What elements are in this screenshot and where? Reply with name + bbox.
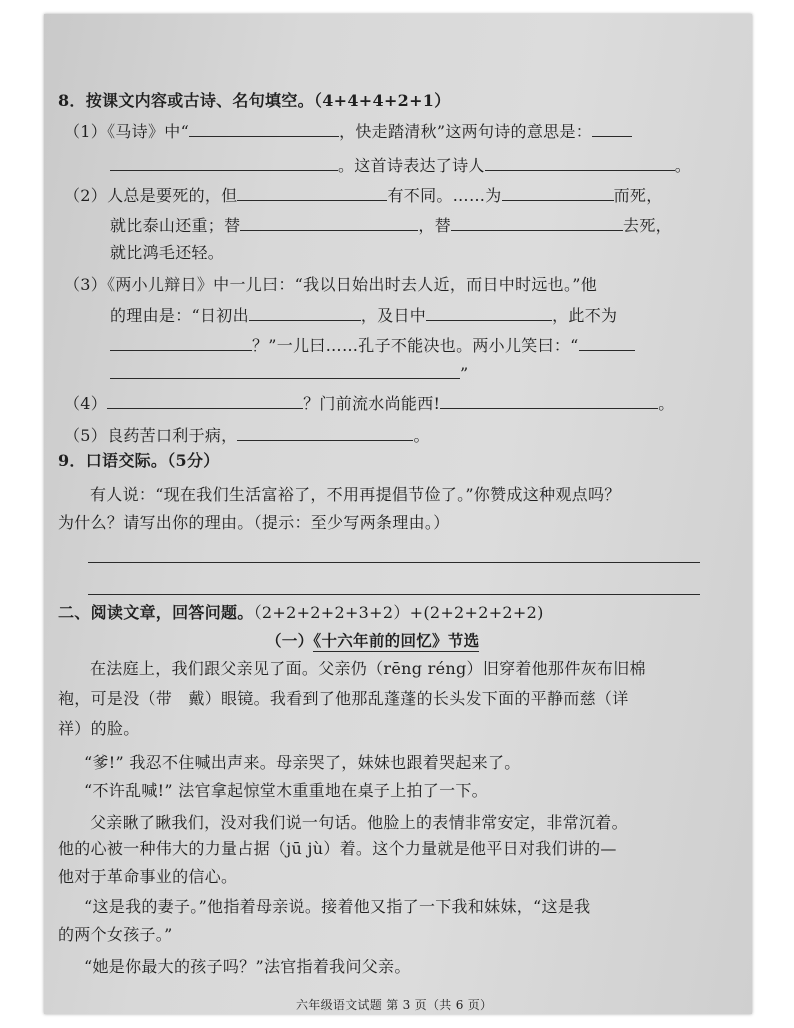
answer-blank[interactable]	[110, 362, 460, 379]
q9-heading: 9．口语交际。（5分）	[58, 451, 220, 470]
q8-heading: 8．按课文内容或古诗、名句填空。（4+4+4+2+1）	[58, 91, 451, 110]
section-2-scores: （2+2+2+2+3+2）+(2+2+2+2+2)	[253, 603, 544, 622]
answer-line[interactable]	[88, 562, 700, 563]
answer-blank[interactable]	[485, 154, 675, 171]
q8-item-3-line-2	[110, 304, 617, 327]
q8-4-prefix: （4）	[64, 394, 108, 413]
q8-3-text: ，此不为	[552, 306, 618, 325]
passage-para-1-line-1: 在法庭上，我们跟父亲见了面。父亲仍（rēng réng）旧穿着他那件灰布旧棉	[90, 659, 646, 678]
passage-para-4-line-3: 他对于革命事业的信心。	[58, 867, 238, 886]
answer-blank[interactable]	[189, 120, 339, 137]
section-2-heading-row	[58, 602, 544, 624]
passage-title: 《十六年前的回忆》节选	[313, 631, 480, 650]
q8-1-prefix: （1）《马诗》中“	[64, 122, 190, 141]
q9-body-line-1: 有人说：“现在我们生活富裕了，不用再提倡节俭了。”你赞成这种观点吗？	[90, 485, 621, 504]
passage-para-3: “不许乱喊!” 法官拿起惊堂木重重地在桌子上拍了一下。	[84, 781, 488, 800]
exam-page	[44, 14, 752, 1014]
answer-blank[interactable]	[440, 392, 658, 409]
q8-item-2-line-3: 就比鸿毛还轻。	[110, 243, 225, 262]
q8-2-text: 而死，	[613, 186, 663, 205]
answer-blank[interactable]	[426, 304, 552, 321]
page-footer: 六年级语文试题 第 3 页（共 6 页）	[296, 998, 493, 1012]
q8-2-text: ，替	[418, 216, 452, 235]
passage-para-6: “她是你最大的孩子吗？”法官指着我问父亲。	[84, 957, 411, 976]
answer-blank[interactable]	[110, 154, 338, 171]
passage-title-row	[266, 630, 479, 652]
q8-item-2-line-2	[110, 214, 672, 237]
q8-3-text: ”	[460, 364, 469, 383]
passage-para-5-line-2: 的两个女孩子。”	[58, 925, 173, 944]
q8-item-1-line-1	[64, 120, 632, 143]
q8-5-end: 。	[413, 426, 430, 445]
q8-item-1-line-2	[110, 154, 691, 177]
answer-blank[interactable]	[237, 424, 413, 441]
answer-blank[interactable]	[110, 334, 252, 351]
q8-4-text: ？门前流水尚能西!	[303, 394, 441, 413]
passage-label: （一）	[266, 631, 314, 650]
q8-4-end: 。	[658, 394, 675, 413]
q8-1-end: 。	[674, 156, 692, 175]
q8-5-prefix: （5）良药苦口利于病，	[64, 426, 238, 445]
answer-blank[interactable]	[237, 184, 387, 201]
passage-para-1-line-2: 袍，可是没（带 戴）眼镜。我看到了他那乱蓬蓬的长头发下面的平静而慈（详	[58, 689, 629, 708]
passage-para-4-line-2: 他的心被一种伟大的力量占据（jū jù）着。这个力量就是他平日对我们讲的—	[58, 839, 617, 858]
passage-para-5-line-1: “这是我的妻子。”他指着母亲说。接着他又指了一下我和妹妹，“这是我	[84, 897, 591, 916]
answer-blank[interactable]	[240, 214, 418, 231]
answer-blank[interactable]	[107, 392, 303, 409]
passage-para-2: “爹!” 我忍不住喊出声来。母亲哭了，妹妹也跟着哭起来了。	[84, 753, 521, 772]
q8-1-text: 。这首诗表达了诗人	[338, 156, 485, 175]
passage-para-4-line-1: 父亲瞅了瞅我们，没对我们说一句话。他脸上的表情非常安定，非常沉着。	[90, 813, 628, 832]
passage-para-1-line-3: 祥）的脸。	[58, 719, 140, 738]
q8-2-text: 有不同。……为	[387, 186, 502, 205]
answer-line[interactable]	[88, 594, 700, 595]
q9-body-line-2: 为什么？请写出你的理由。（提示：至少写两条理由。）	[58, 513, 450, 532]
q8-item-3-line-3	[110, 334, 635, 357]
q8-2-text: 去死，	[623, 216, 672, 235]
answer-blank[interactable]	[502, 184, 614, 201]
q8-item-4	[64, 392, 675, 415]
q8-1-middle: ，快走踏清秋”这两句诗的意思是：	[339, 122, 593, 141]
answer-blank[interactable]	[249, 304, 361, 321]
q8-3-text: ？”一儿曰……孔子不能决也。两小儿笑曰：“	[252, 336, 579, 355]
q8-3-text: ，及日中	[360, 306, 427, 325]
answer-blank[interactable]	[579, 334, 635, 351]
q8-3-text: 的理由是：“日初出	[110, 306, 249, 325]
q8-item-3-line-1: （3）《两小儿辩日》中一儿曰：“我以日始出时去人近，而日中时远也。”他	[64, 275, 598, 294]
section-2-heading: 二、阅读文章，回答问题。	[58, 603, 254, 622]
answer-blank[interactable]	[451, 214, 623, 231]
q8-2-text: 就比泰山还重；替	[110, 216, 241, 235]
answer-blank[interactable]	[592, 120, 632, 137]
q8-item-5	[64, 424, 430, 447]
q8-2-prefix: （2）人总是要死的，但	[64, 186, 238, 205]
q8-item-2-line-1	[64, 184, 663, 207]
q8-item-3-line-4	[110, 362, 468, 385]
